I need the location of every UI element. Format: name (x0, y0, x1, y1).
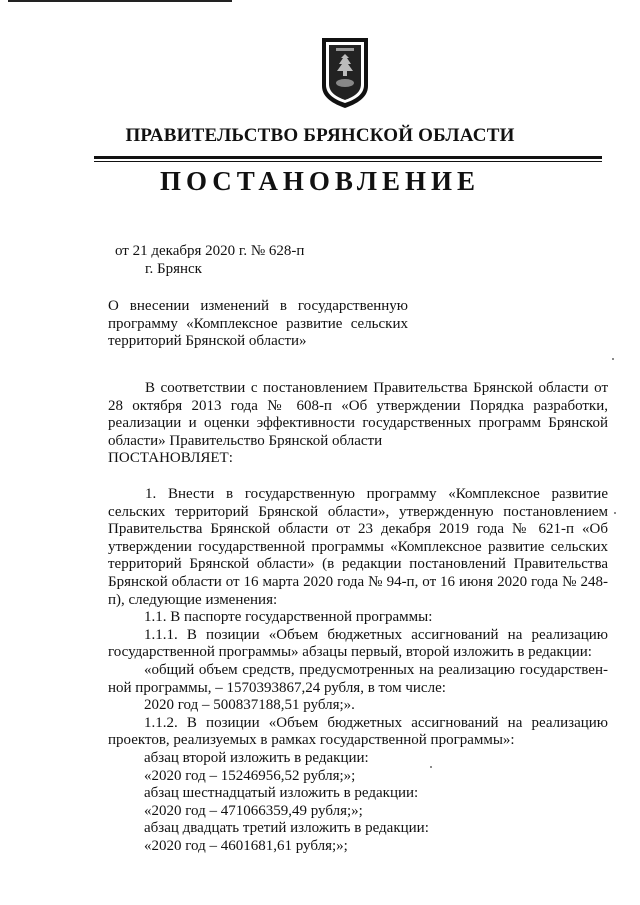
paragraph-23-value: «2020 год – 4601681,61 рубля;»; (144, 837, 348, 854)
item-1: 1. Внести в государственную программу «Комплексное развитие сельских территорий Брянской области», утвержденную постановлением Правительства Брянской области от 23 декабря 2019 года № 621-п «Об утверждении государственной программы «Комплексное развитие сельских территорий Брянской области» (в редакции постановлений Правительства Брянской области от 16 марта 2020 года № 94-п, от 16 июня 2020 года № 248-п), следующие изменения: (108, 486, 608, 608)
item-1-1-1: 1.1.1. В позиции «Объем бюджетных ассигнований на реализацию государственной программы» абзацы первый, второй изложить в редакции: (108, 626, 608, 661)
city: г. Брянск (145, 261, 202, 277)
quote-2020: 2020 год – 500837188,51 рубля;». (144, 697, 355, 714)
document-subject (108, 298, 408, 351)
paragraph-23-label: абзац двадцать третий изложить в редакции: (144, 820, 429, 837)
paragraph-2-label: абзац второй изложить в редакции: (144, 749, 369, 766)
subject-line: О внесении изменений в государственную (108, 298, 408, 314)
scan-speck (430, 766, 432, 768)
scan-speck (614, 512, 616, 514)
organization-title: ПРАВИТЕЛЬСТВО БРЯНСКОЙ ОБЛАСТИ (125, 125, 515, 146)
item-1-1-2: 1.1.2. В позиции «Объем бюджетных ассигнований на реализацию проектов, реализуемых в рамках государственной программы»: (108, 714, 608, 749)
subject-line: программу «Комплексное развитие сельских (108, 315, 408, 332)
preamble (108, 380, 608, 468)
preamble-paragraph: В соответствии с постановлением Правительства Брянской области от 28 октября 2013 года № 608-п «Об утверждении Порядка разработки, реализации и оценки эффективности государственных программ Брянской области» Правительство Брянской области (108, 380, 608, 449)
scan-speck (612, 358, 614, 360)
decree-items (108, 486, 608, 855)
quote-total: «общий объем средств, предусмотренных на реализацию государствен-ной программы, – 1570393867,24 рубля, в том числе: (108, 661, 608, 696)
date-number: от 21 декабря 2020 г. № 628-п (115, 243, 305, 259)
header-rule-thick (94, 156, 602, 159)
paragraph-16-label: абзац шестнадцатый изложить в редакции: (144, 785, 419, 802)
header-rule-thin (94, 161, 602, 162)
subject-line: территорий Брянской области» (108, 333, 307, 349)
item-1-1: 1.1. В паспорте государственной программы: (144, 609, 433, 626)
coat-of-arms-emblem (318, 34, 372, 110)
paragraph-16-value: «2020 год – 471066359,49 рубля;»; (144, 802, 363, 819)
decree-word: ПОСТАНОВЛЯЕТ: (108, 450, 233, 467)
document-type-title: ПОСТАНОВЛЕНИЕ (159, 166, 481, 196)
top-border-line (8, 0, 232, 2)
paragraph-2-value: «2020 год – 15246956,52 рубля;»; (144, 767, 356, 784)
